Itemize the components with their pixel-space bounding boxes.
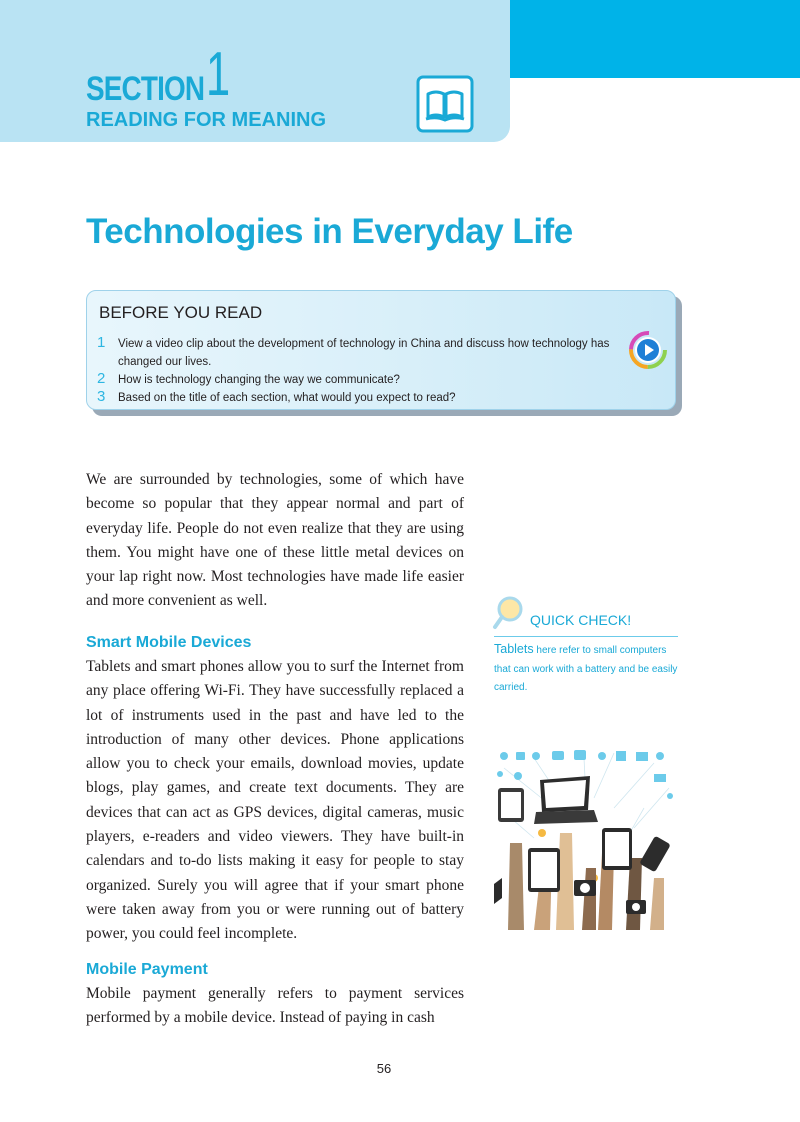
open-book-icon	[416, 75, 474, 133]
quick-check-divider	[494, 636, 678, 637]
magnifier-icon	[492, 596, 524, 630]
before-you-read-heading: BEFORE YOU READ	[99, 303, 263, 322]
section-label: SECTION	[86, 70, 205, 108]
mobile-payment-paragraph: Mobile payment generally refers to payment services performed by a mobile device. Instead of paying in cash	[86, 985, 464, 1027]
before-you-read-list	[97, 335, 627, 407]
quick-check-definition: here refer to small computers that can work with a battery and be easily carried.	[494, 645, 678, 693]
quick-check-title: QUICK CHECK!	[530, 612, 632, 628]
section-heading-smart-devices: Smart Mobile Devices	[86, 634, 252, 651]
header-corner-block	[510, 0, 800, 78]
question-text: How is technology changing the way we communicate?	[118, 374, 400, 386]
section-heading-mobile-payment: Mobile Payment	[86, 961, 208, 978]
question-number: 2	[97, 370, 106, 387]
quick-check-keyword: Tablets	[494, 642, 534, 656]
question-item	[97, 371, 627, 389]
question-text: View a video clip about the development of technology in China and discuss how technology has changed our lives.	[118, 338, 610, 368]
intro-paragraph: We are surrounded by technologies, some of which have become so popular that they appear normal and part of everyday life. People do not even realize that they are using them. You might have one of these little metal devices on your lap right now. Most technologies have made life easier and more convenient as well.	[86, 471, 464, 610]
question-number: 1	[97, 334, 106, 351]
smart-devices-paragraph: Tablets and smart phones allow you to surf the Internet from any place offering Wi-Fi. They have successfully replaced a lot of instruments used in the past and have led to the introduction of many other devices. Phone applications allow you to check your emails, download movies, update blogs, play games, and create text documents. They are devices that can act as GPS devices, digital cameras, music players, e-readers and video viewers. They have built-in calendars and to-do lists making it easy for people to stay organized. Surely you will agree that if your smart phone were taken away from you or were running out of battery power, you could feel incomplete.	[86, 658, 464, 943]
before-you-read-box	[86, 290, 676, 410]
question-number: 3	[97, 388, 106, 405]
hands-holding-devices-illustration	[494, 748, 676, 930]
section-subtitle: READING FOR MEANING	[86, 109, 326, 131]
quick-check-text	[494, 640, 678, 698]
question-item	[97, 389, 627, 407]
page-title: Technologies in Everyday Life	[86, 212, 573, 251]
page-number: 56	[376, 1061, 392, 1076]
question-item	[97, 335, 627, 371]
section-number: 1	[206, 40, 231, 109]
video-play-icon[interactable]	[629, 331, 667, 369]
question-text: Based on the title of each section, what would you expect to read?	[118, 392, 456, 404]
